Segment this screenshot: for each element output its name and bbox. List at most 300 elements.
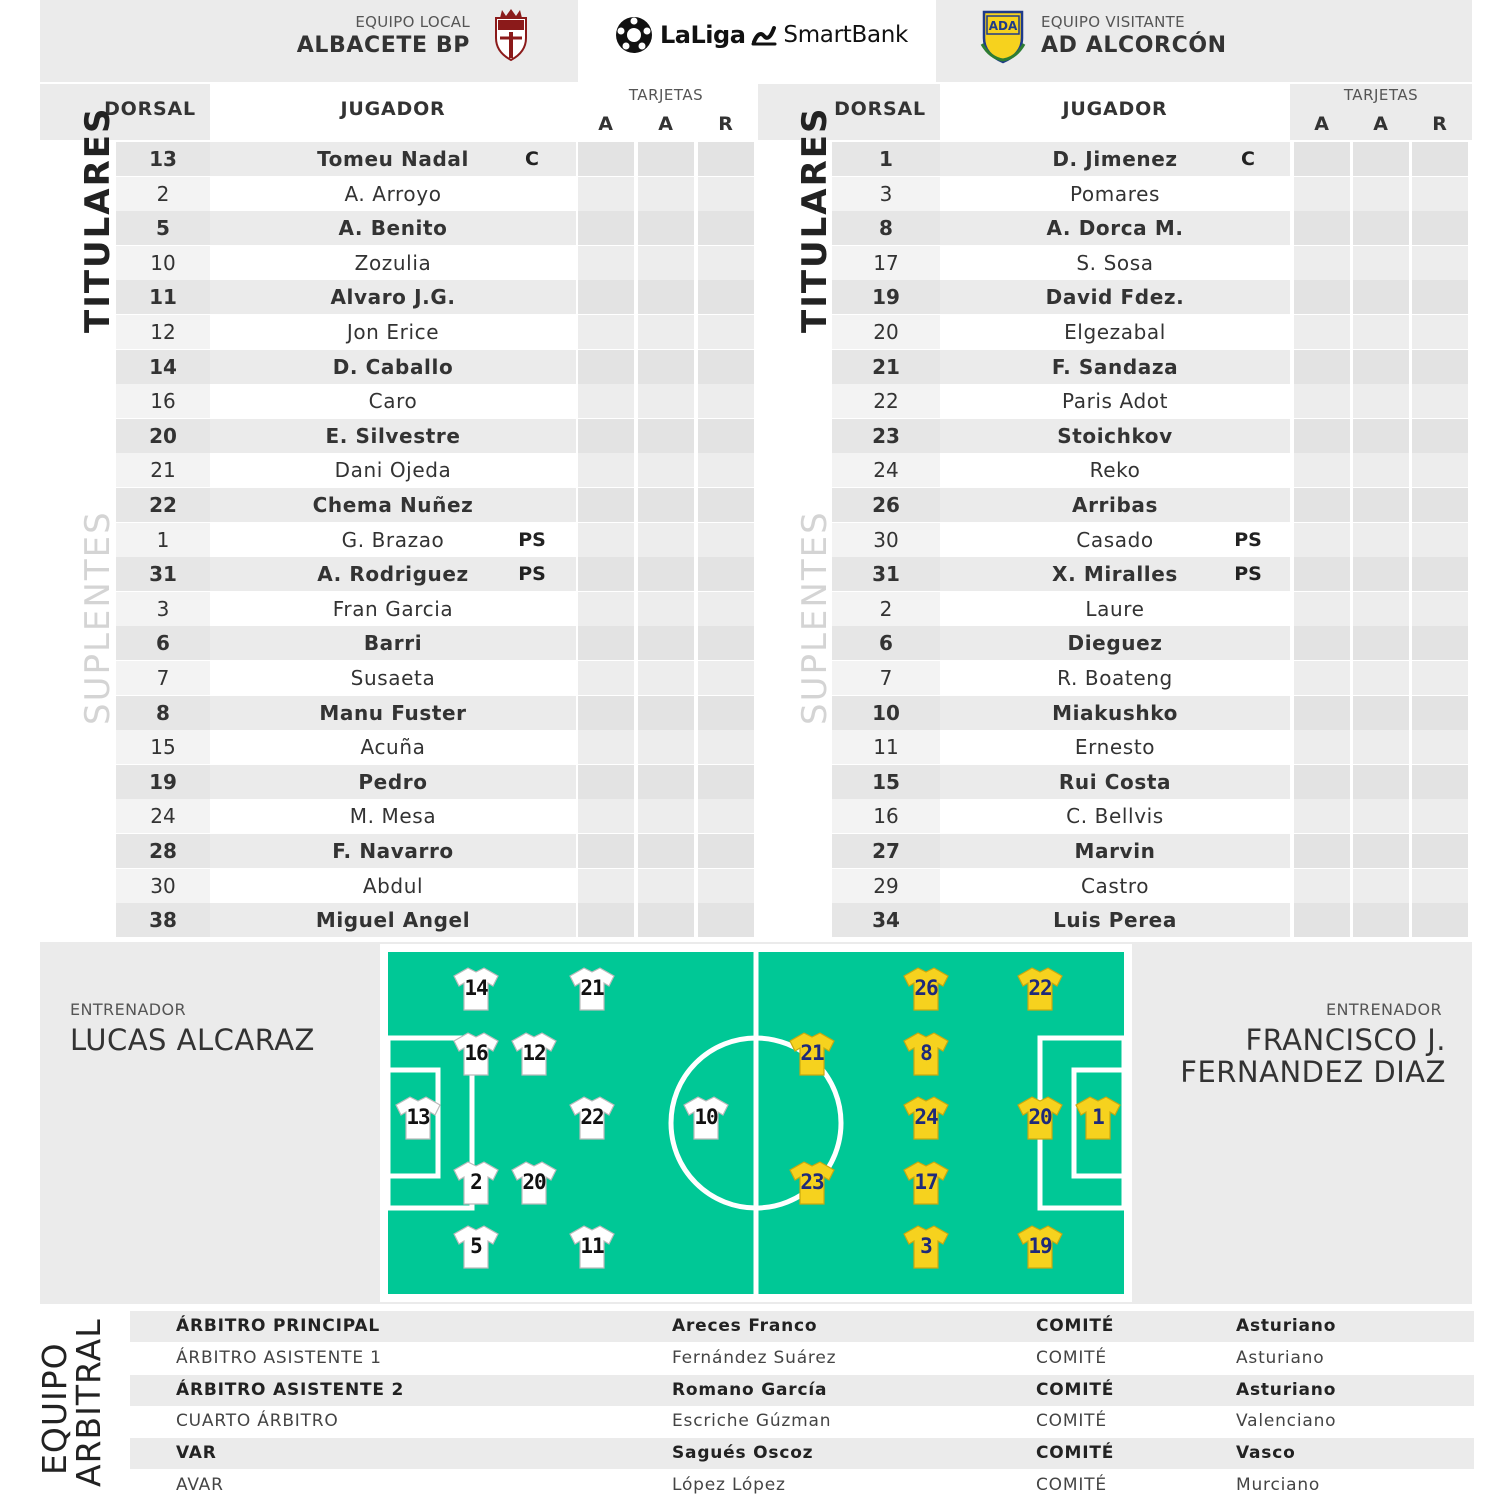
player-row [758,453,1474,487]
card-cell [1294,142,1350,176]
shirt-number: 24 [914,1105,938,1129]
card-cell [638,903,694,937]
card-cell [578,142,634,176]
shirt-number: 1 [1092,1105,1104,1129]
player-name: Rui Costa [1058,769,1172,794]
player-name: Reko [1089,458,1141,483]
away-suplentes-label: SUPLENTES [795,510,835,725]
card-cell [578,661,634,695]
player-name: Miakushko [1052,700,1178,725]
committee-name: Asturiano [1236,1379,1337,1400]
card-cell [1294,453,1350,487]
card-cell [1294,211,1350,245]
card-cell [1294,315,1350,349]
player-row [40,765,756,799]
card-cell [638,384,694,418]
player-row [758,315,1474,349]
card-cell [1294,869,1350,903]
home-shirt [452,1158,500,1206]
player-name: M. Mesa [349,804,437,829]
player-name: R. Boateng [1057,666,1173,690]
away-titulares-label: TITULARES [795,106,835,333]
player-number: 20 [873,320,899,344]
player-name: A. Rodriguez [317,562,469,587]
home-shirt [510,1029,558,1077]
player-name: Castro [1080,873,1150,898]
shirt-number: 14 [464,976,488,1000]
player-name: A. Dorca M. [1046,216,1184,241]
laliga-ball-icon [614,15,654,55]
referee-name: Romano García [672,1379,828,1400]
player-name: Miguel Angel [315,908,471,933]
home-dorsal-header: DORSAL [104,98,196,120]
committee-label: COMITÉ [1036,1475,1107,1495]
card-cell [1412,903,1468,937]
referee-row [130,1375,1474,1406]
laliga-wordmark: LaLiga [660,21,746,49]
shirt-number: 26 [914,976,938,1000]
card-cell [1412,246,1468,280]
away-card-red-header: R [1432,113,1448,135]
player-number: 12 [150,320,176,344]
card-cell [1353,799,1409,833]
card-cell [638,557,694,591]
card-cell [578,834,634,868]
card-cell [638,488,694,522]
card-cell [698,903,754,937]
player-row [40,834,756,868]
card-cell [1353,211,1409,245]
player-number: 8 [156,700,170,725]
player-number: 29 [873,873,899,898]
referee-row [130,1438,1474,1469]
card-cell [698,523,754,557]
card-cell [1294,177,1350,211]
card-cell [638,869,694,903]
card-cell [1412,523,1468,557]
card-cell [1353,869,1409,903]
card-cell [1294,696,1350,730]
player-number: 22 [149,493,177,517]
card-cell [1294,765,1350,799]
player-number: 11 [873,735,899,760]
smartbank-swoosh-icon [751,22,777,48]
card-cell [578,211,634,245]
card-cell [698,384,754,418]
card-cell [698,592,754,626]
player-number: 15 [872,769,900,794]
player-number: 21 [872,354,900,379]
card-cell [1412,661,1468,695]
card-cell [1412,211,1468,245]
card-cell [578,280,634,314]
away-shirt [1016,1093,1064,1141]
card-cell [1353,730,1409,764]
card-cell [638,142,694,176]
card-cell [1294,280,1350,314]
player-row [758,661,1474,695]
card-cell [1294,523,1350,557]
player-row [758,730,1474,764]
player-number: 14 [149,354,177,379]
card-cell [1353,557,1409,591]
card-cell [698,142,754,176]
player-number: 3 [879,181,893,206]
home-team-name: ALBACETE BP [296,33,470,58]
card-cell [578,419,634,453]
card-cell [578,488,634,522]
card-cell [1353,142,1409,176]
card-cell [638,523,694,557]
alcorcon-crest-text: ADA [988,19,1018,33]
away-shirt [902,1093,950,1141]
player-row [40,419,756,453]
player-row [40,903,756,937]
card-cell [578,592,634,626]
player-name: Barri [363,631,423,656]
player-row [758,592,1474,626]
card-cell [1294,661,1350,695]
player-row [758,903,1474,937]
card-cell [1412,142,1468,176]
player-number: 20 [149,423,177,448]
card-cell [1294,834,1350,868]
card-cell [638,626,694,660]
card-cell [1412,384,1468,418]
laliga-smartbank-logo [614,14,908,56]
card-cell [1353,488,1409,522]
away-card-yellow-header: A [1314,113,1330,135]
card-cell [638,661,694,695]
card-cell [1294,488,1350,522]
card-cell [1294,903,1350,937]
home-card-red-header: R [718,113,734,135]
equipo-label: EQUIPO [35,1342,74,1475]
player-row [40,523,756,557]
player-row [40,869,756,903]
card-cell [1412,350,1468,384]
player-number: 10 [872,700,900,725]
card-cell [1294,557,1350,591]
referee-name: López López [672,1475,786,1495]
player-row [758,696,1474,730]
card-cell [698,211,754,245]
card-cell [698,177,754,211]
player-row [758,384,1474,418]
player-number: 2 [879,596,893,621]
player-name: Stoichkov [1057,423,1173,448]
player-row [40,177,756,211]
card-cell [1294,799,1350,833]
shirt-number: 21 [800,1041,824,1065]
card-cell [1412,315,1468,349]
card-cell [698,419,754,453]
captain-badge: C [525,148,539,170]
card-cell [698,453,754,487]
player-row [40,661,756,695]
player-row [40,453,756,487]
player-name: Ernesto [1074,735,1156,760]
captain-badge: C [1241,148,1255,170]
card-cell [578,696,634,730]
away-shirt [1016,964,1064,1012]
player-name: Zozulia [354,250,432,275]
card-cell [1353,765,1409,799]
player-number: 3 [156,596,170,621]
shirt-number: 20 [522,1170,546,1194]
player-number: 31 [149,562,177,587]
home-coach-name: LUCAS ALCARAZ [70,1023,315,1057]
home-shirt [452,1029,500,1077]
player-row [40,592,756,626]
card-cell [1353,419,1409,453]
committee-name: Asturiano [1236,1347,1325,1368]
referee-role: AVAR [176,1475,224,1495]
player-name: A. Benito [338,216,448,241]
card-cell [698,488,754,522]
card-cell [578,315,634,349]
card-cell [638,592,694,626]
home-shirt [452,1222,500,1270]
shirt-number: 10 [694,1105,718,1129]
referee-name: Escriche Gúzman [672,1411,832,1432]
card-cell [1353,177,1409,211]
home-coach-label: ENTRENADOR [70,1000,187,1019]
shirt-number: 20 [1028,1105,1052,1129]
home-shirt [682,1093,730,1141]
player-number: 16 [873,804,899,829]
card-cell [1353,280,1409,314]
referee-row [130,1470,1474,1501]
player-number: 13 [149,147,177,171]
card-cell [698,626,754,660]
player-number: 5 [156,216,170,241]
arbitral-label: ARBITRAL [69,1318,108,1487]
card-cell [1353,903,1409,937]
card-cell [698,350,754,384]
card-cell [1353,315,1409,349]
player-name: Pomares [1069,181,1161,206]
referee-row [130,1311,1474,1342]
card-cell [638,419,694,453]
committee-label: COMITÉ [1036,1347,1107,1368]
home-cards-header: TARJETAS [628,86,704,104]
player-number: 2 [156,181,170,206]
player-name: Susaeta [350,666,436,690]
player-name: D. Jimenez [1052,147,1178,171]
away-cards-header: TARJETAS [1343,86,1419,104]
shirt-number: 12 [522,1041,546,1065]
card-cell [1353,523,1409,557]
player-row [758,765,1474,799]
player-name: Marvin [1074,839,1156,863]
player-number: 28 [149,839,177,863]
player-number: 24 [150,804,176,829]
card-cell [1412,869,1468,903]
player-name: Manu Fuster [319,700,467,725]
player-name: S. Sosa [1076,250,1154,275]
card-cell [638,350,694,384]
card-cell [1294,246,1350,280]
player-name: F. Navarro [332,839,454,863]
referee-name: Sagués Oscoz [672,1443,814,1464]
referee-name: Areces Franco [672,1316,818,1336]
card-cell [1353,834,1409,868]
player-number: 17 [873,250,899,275]
card-cell [1412,488,1468,522]
player-name: Fran Garcia [332,596,454,621]
home-titulares-label: TITULARES [78,106,118,333]
card-cell [1353,626,1409,660]
player-number: 30 [873,527,899,552]
committee-label: COMITÉ [1036,1379,1115,1400]
player-number: 38 [149,908,177,933]
player-number: 8 [879,216,893,241]
player-row [758,350,1474,384]
referee-role: ÁRBITRO ASISTENTE 1 [176,1347,382,1368]
player-name: C. Bellvis [1066,804,1164,829]
player-row [40,280,756,314]
player-name: Dani Ojeda [334,458,452,483]
away-shirt [902,1029,950,1077]
referee-row [130,1343,1474,1374]
player-row [758,488,1474,522]
player-number: 24 [873,458,899,483]
player-number: 23 [872,423,900,448]
home-player-header: JUGADOR [340,98,446,120]
player-name: D. Caballo [332,354,454,379]
card-cell [638,730,694,764]
home-shirt [568,1093,616,1141]
away-coach-name-line1: FRANCISCO J. [1245,1023,1446,1057]
away-shirt [902,1158,950,1206]
player-name: G. Brazao [341,527,445,552]
shirt-number: 2 [470,1170,482,1194]
shirt-number: 22 [580,1105,604,1129]
player-number: 26 [872,493,900,517]
shirt-number: 11 [580,1234,604,1258]
card-cell [638,799,694,833]
card-cell [638,246,694,280]
albacete-crest-icon [492,8,530,62]
player-number: 15 [150,735,176,760]
player-name: Acuña [360,735,426,760]
player-row [758,246,1474,280]
away-player-header: JUGADOR [1062,98,1168,120]
player-row [758,799,1474,833]
card-cell [1353,592,1409,626]
card-cell [578,453,634,487]
card-cell [698,315,754,349]
shirt-number: 3 [920,1234,932,1258]
player-number: 16 [150,389,176,414]
card-cell [638,280,694,314]
home-shirt [568,1222,616,1270]
card-cell [578,350,634,384]
card-cell [578,799,634,833]
committee-name: Valenciano [1236,1411,1337,1432]
player-name: Paris Adot [1061,389,1169,414]
referee-role: CUARTO ÁRBITRO [176,1411,339,1432]
player-name: A. Arroyo [344,181,442,206]
player-row [40,384,756,418]
player-row [40,211,756,245]
committee-label: COMITÉ [1036,1316,1115,1336]
card-cell [1294,592,1350,626]
home-suplentes-label: SUPLENTES [78,510,118,725]
shirt-number: 16 [464,1041,488,1065]
shirt-number: 13 [406,1105,430,1129]
player-row [758,280,1474,314]
card-cell [1294,384,1350,418]
card-cell [1353,246,1409,280]
away-shirt [788,1158,836,1206]
card-cell [1412,557,1468,591]
card-cell [1412,626,1468,660]
player-number: 1 [156,527,170,552]
card-cell [698,869,754,903]
player-row [40,696,756,730]
shirt-number: 8 [920,1041,932,1065]
player-row [40,246,756,280]
away-team-label: EQUIPO VISITANTE [1041,13,1185,31]
home-card-yellow2-header: A [658,113,674,135]
card-cell [578,246,634,280]
card-cell [578,384,634,418]
card-cell [1353,661,1409,695]
player-row [40,315,756,349]
card-cell [698,765,754,799]
shirt-number: 22 [1028,976,1052,1000]
card-cell [698,661,754,695]
player-name: Tomeu Nadal [317,147,469,171]
player-row [758,626,1474,660]
player-name: Dieguez [1067,631,1163,656]
home-shirt [452,964,500,1012]
card-cell [1294,626,1350,660]
player-row [758,211,1474,245]
away-dorsal-header: DORSAL [834,98,926,120]
player-name: Arribas [1072,493,1158,517]
alcorcon-crest-icon [978,8,1028,64]
player-name: Luis Perea [1053,908,1177,933]
player-number: 1 [879,147,893,171]
card-cell [1412,592,1468,626]
committee-name: Asturiano [1236,1316,1337,1336]
player-number: 10 [150,250,176,275]
card-cell [638,315,694,349]
card-cell [638,211,694,245]
card-cell [698,730,754,764]
card-cell [1412,177,1468,211]
card-cell [578,903,634,937]
player-number: 21 [150,458,176,483]
committee-name: Vasco [1236,1443,1296,1464]
player-name: Caro [368,389,418,414]
player-row [758,834,1474,868]
away-shirt [1016,1222,1064,1270]
card-cell [638,696,694,730]
player-name: David Fdez. [1045,285,1185,310]
goalkeeper-badge: PS [1234,528,1262,551]
home-shirt [394,1093,442,1141]
card-cell [698,799,754,833]
player-number: 31 [872,562,900,587]
player-name: Alvaro J.G. [330,285,456,310]
home-shirt [568,964,616,1012]
card-cell [1353,453,1409,487]
card-cell [578,557,634,591]
